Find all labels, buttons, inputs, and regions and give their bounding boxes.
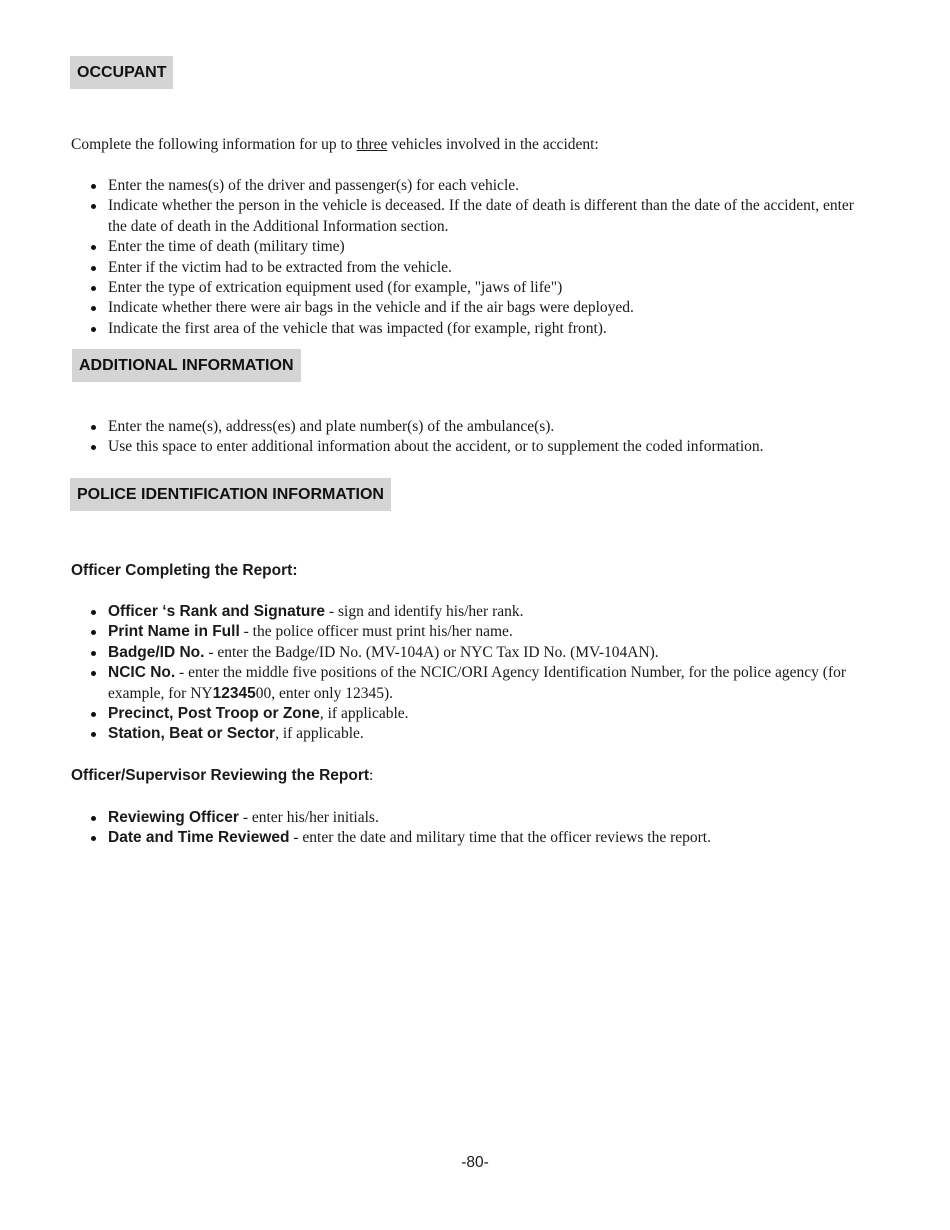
item-text: , if applicable. [319, 705, 409, 723]
item-term: Precinct, Post Troop or Zone [108, 705, 320, 723]
list-item [71, 663, 861, 704]
list-item [71, 828, 861, 848]
intro-text-before: Complete the following information for up to [71, 136, 357, 153]
occupant-heading: OCCUPANT [70, 56, 173, 89]
item-term: Officer ‘s Rank and Signature [108, 603, 326, 620]
list-item: Indicate whether there were air bags in the vehicle and if the air bags were deployed. [71, 298, 861, 318]
item-term: Reviewing Officer [108, 809, 239, 826]
reviewing-subheading [71, 767, 373, 785]
intro-text-after: vehicles involved in the accident: [387, 136, 599, 153]
intro-underlined-word: three [356, 136, 388, 153]
additional-heading: ADDITIONAL INFORMATION [72, 349, 301, 382]
list-item [71, 724, 861, 744]
occupant-list [71, 176, 861, 339]
additional-list [71, 417, 861, 458]
list-item [71, 704, 861, 724]
item-term: Date and Time Reviewed [108, 829, 290, 847]
item-text: - the police officer must print his/her name. [239, 623, 513, 641]
list-item: Indicate whether the person in the vehicle is deceased. If the date of death is different than the date of the accident, enter the date of death in the Additional Information section. [71, 196, 861, 237]
item-text-after: 00, enter only 12345). [255, 684, 394, 702]
item-text: - enter the Badge/ID No. (MV-104A) or NYC Tax ID No. (MV-104AN). [204, 643, 659, 661]
police-heading: POLICE IDENTIFICATION INFORMATION [70, 478, 391, 511]
list-item: Enter the type of extrication equipment used (for example, "jaws of life") [71, 278, 861, 298]
reviewing-subheading-text: Officer/Supervisor Reviewing the Report [71, 767, 370, 784]
item-text: - enter his/her initials. [238, 809, 379, 826]
list-item [71, 643, 861, 663]
list-item: Use this space to enter additional information about the accident, or to supplement the coded information. [71, 437, 861, 457]
list-item [71, 622, 861, 642]
item-term: Badge/ID No. [108, 643, 205, 661]
list-item: Enter the time of death (military time) [71, 237, 861, 257]
page-number: -80- [461, 1154, 489, 1171]
item-text: - enter the middle five positions of the NCIC/ORI Agency Identification Number, for the police agency (for example, for NY [108, 664, 847, 702]
completing-subheading: Officer Completing the Report: [71, 562, 298, 579]
reviewing-colon: : [369, 767, 374, 784]
item-text: - sign and identify his/her rank. [325, 603, 524, 620]
item-text: - enter the date and military time that the officer reviews the report. [289, 829, 711, 847]
item-term: Print Name in Full [108, 623, 240, 641]
occupant-intro [71, 135, 871, 155]
reviewing-list [71, 808, 861, 849]
list-item: Enter if the victim had to be extracted from the vehicle. [71, 258, 861, 278]
list-item: Enter the names(s) of the driver and passenger(s) for each vehicle. [71, 176, 861, 196]
list-item [71, 808, 861, 828]
item-text: , if applicable. [275, 725, 364, 743]
item-term: Station, Beat or Sector [108, 725, 276, 743]
completing-list [71, 602, 861, 745]
item-term: NCIC No. [108, 664, 176, 682]
list-item: Enter the name(s), address(es) and plate number(s) of the ambulance(s). [71, 417, 861, 437]
list-item: Indicate the first area of the vehicle that was impacted (for example, right front). [71, 319, 861, 339]
item-bold-number: 12345 [212, 684, 256, 702]
list-item [71, 602, 861, 622]
